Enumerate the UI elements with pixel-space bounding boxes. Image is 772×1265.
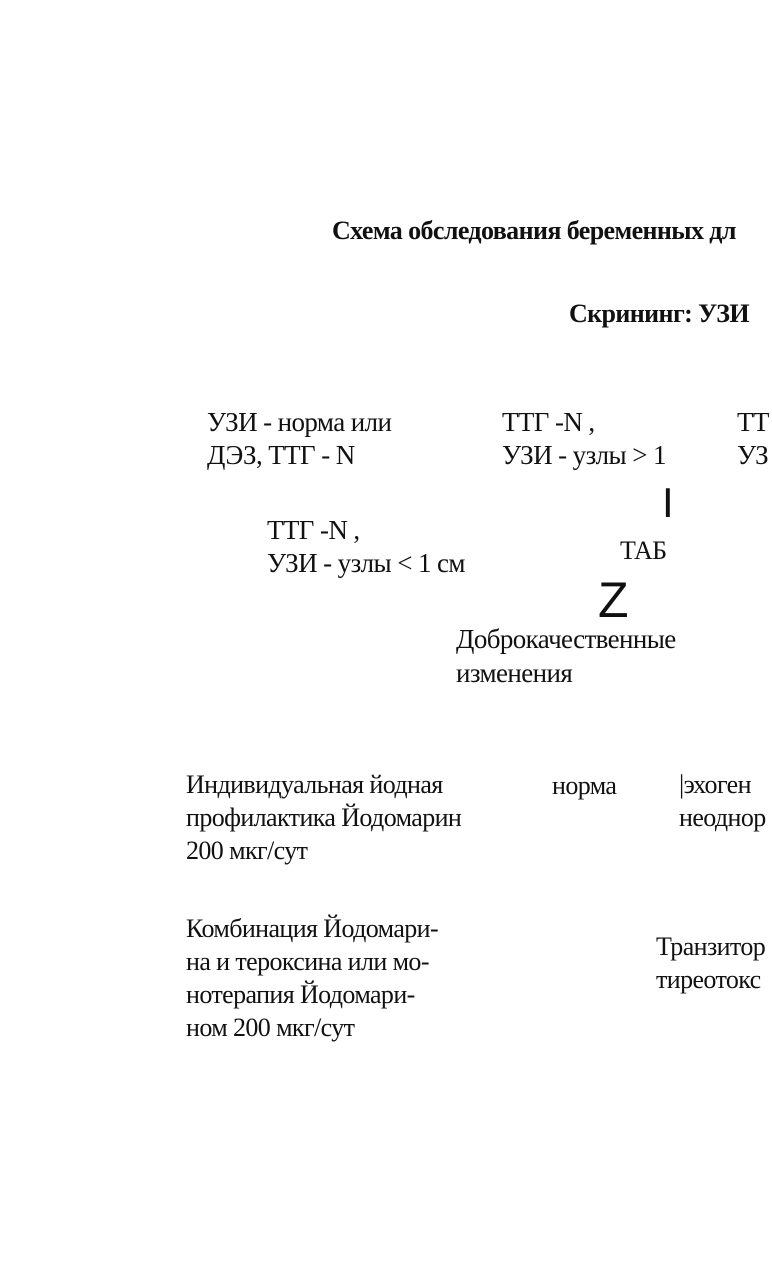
iodine-prophylaxis-line-2: профилактика Йодомарин: [186, 803, 462, 832]
combination-therapy-line-1: Комбинация Йодомари-: [186, 914, 439, 943]
norm-label: норма: [552, 771, 617, 800]
echo-heterogeneity: [679, 772, 766, 831]
box-nodes-over-1-line-2: УЗИ - узлы > 1: [502, 440, 666, 470]
benign-changes-line-2: изменения: [456, 658, 573, 688]
box-normal-or-dez-line-2: ДЭЗ, ТТГ - N: [207, 440, 355, 470]
iodine-prophylaxis: [186, 772, 461, 864]
tab-label: ТАБ: [620, 536, 667, 565]
z-arrow-glyph: Z: [598, 572, 629, 628]
iodine-prophylaxis-line-1: Индивидуальная йодная: [186, 770, 443, 799]
box-nodes-over-1-line-1: ТТГ -N ,: [502, 407, 595, 437]
box-nodes-under-1-line-1: ТТГ -N ,: [267, 515, 360, 545]
cursor-arrow-glyph: I: [662, 479, 674, 526]
transient-thyrotoxicosis-line-1: Транзитор: [656, 932, 766, 961]
box-cut-right-line-1: ТТ: [737, 407, 769, 437]
iodine-prophylaxis-line-3: 200 мкг/сут: [186, 836, 308, 865]
box-nodes-under-1: [267, 517, 465, 577]
box-nodes-over-1: [502, 409, 666, 469]
transient-thyrotoxicosis: [656, 934, 765, 993]
box-cut-right: [737, 409, 769, 469]
benign-changes-line-1: Доброкачественные: [456, 624, 676, 654]
echo-heterogeneity-line-1: |эхоген: [679, 770, 751, 799]
box-cut-right-line-2: УЗ: [737, 440, 769, 470]
echo-heterogeneity-line-2: неоднор: [679, 803, 766, 832]
screening-heading: Скрининг: УЗИ: [569, 299, 749, 328]
combination-therapy-line-3: нотерапия Йодомари-: [186, 980, 415, 1009]
box-nodes-under-1-line-2: УЗИ - узлы < 1 см: [267, 548, 465, 578]
page-title: Схема обследования беременных дл: [332, 216, 736, 245]
transient-thyrotoxicosis-line-2: тиреотокс: [656, 965, 761, 994]
combination-therapy-line-2: на и тероксина или мо-: [186, 947, 429, 976]
combination-therapy-line-4: ном 200 мкг/сут: [186, 1013, 355, 1042]
box-normal-or-dez: [207, 409, 391, 469]
box-normal-or-dez-line-1: УЗИ - норма или: [207, 407, 392, 437]
combination-therapy: [186, 916, 438, 1041]
benign-changes: [456, 626, 676, 687]
